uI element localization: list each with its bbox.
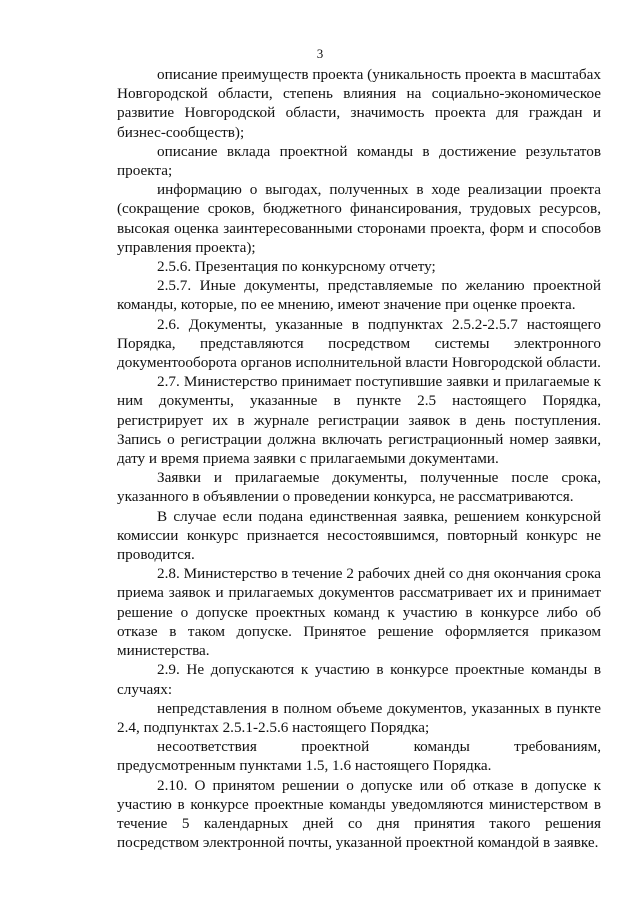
document-body <box>117 65 601 852</box>
paragraph-2-6: 2.6. Документы, указанные в подпунктах 2.5.2-2.5.7 настоящего Порядка, представляются посредством системы электронного документооборота органов исполнительной власти Новгородской области. <box>117 315 601 372</box>
paragraph-single-application: В случае если подана единственная заявка, решением конкурсной комиссии конкурс признается несостоявшимся, повторный конкурс не проводится. <box>117 507 601 564</box>
paragraph-team-contribution: описание вклада проектной команды в достижение результатов проекта; <box>117 142 601 180</box>
paragraph-noncompliance: несоответствия проектной команды требованиям, предусмотренным пунктами 1.5, 1.6 настоящего Порядка. <box>117 738 601 775</box>
paragraph-2-7: 2.7. Министерство принимает поступившие заявки и прилагаемые к ним документы, указанные в пункте 2.5 настоящего Порядка, регистрирует их в журнале регистрации заявок в день поступления. Запись о регистрации должна включать регистрационный номер заявки, дату и время приема заявки с прилагаемыми документами. <box>117 373 601 468</box>
paragraph-2-9: 2.9. Не допускаются к участию в конкурсе проектные команды в случаях: <box>117 661 601 698</box>
paragraph-2-8: 2.8. Министерство в течение 2 рабочих дней со дня окончания срока приема заявок и прилагаемых документов рассматривает их и принимает решение о допуске проектных команд к участию в конкурсе либо об отказе в таком допуске. Принятое решение оформляется приказом министерства. <box>117 565 601 660</box>
paragraph-project-advantages: описание преимуществ проекта (уникальность проекта в масштабах Новгородской области, степень влияния на социально-экономическое развитие Новгородской области, значимость проекта для граждан и бизнес-сообществ); <box>117 66 601 141</box>
paragraph-incomplete-documents: непредставления в полном объеме документов, указанных в пункте 2.4, подпунктах 2.5.1-2.5.6 настоящего Порядка; <box>117 699 601 736</box>
paragraph-project-benefits: информацию о выгодах, полученных в ходе реализации проекта (сокращение сроков, бюджетного финансирования, трудовых ресурсов, высокая оценка заинтересованными сторонами проекта, форм и способов управления проекта); <box>117 181 601 256</box>
paragraph-late-applications: Заявки и прилагаемые документы, полученные после срока, указанного в объявлении о проведении конкурса, не рассматриваются. <box>117 469 601 506</box>
paragraph-2-5-6: 2.5.6. Презентация по конкурсному отчету; <box>157 258 436 276</box>
paragraph-2-5-7: 2.5.7. Иные документы, представляемые по желанию проектной команды, которые, по ее мнению, имеют значение при оценке проекта. <box>117 277 601 314</box>
page-number: 3 <box>316 46 324 61</box>
paragraph-2-10: 2.10. О принятом решении о допуске или об отказе в допуске к участию в конкурсе проектные команды уведомляются министерством в течение 5 календарных дней со дня принятия такого решения посредством электронной почты, указанной проектной командой в заявке. <box>117 776 601 852</box>
